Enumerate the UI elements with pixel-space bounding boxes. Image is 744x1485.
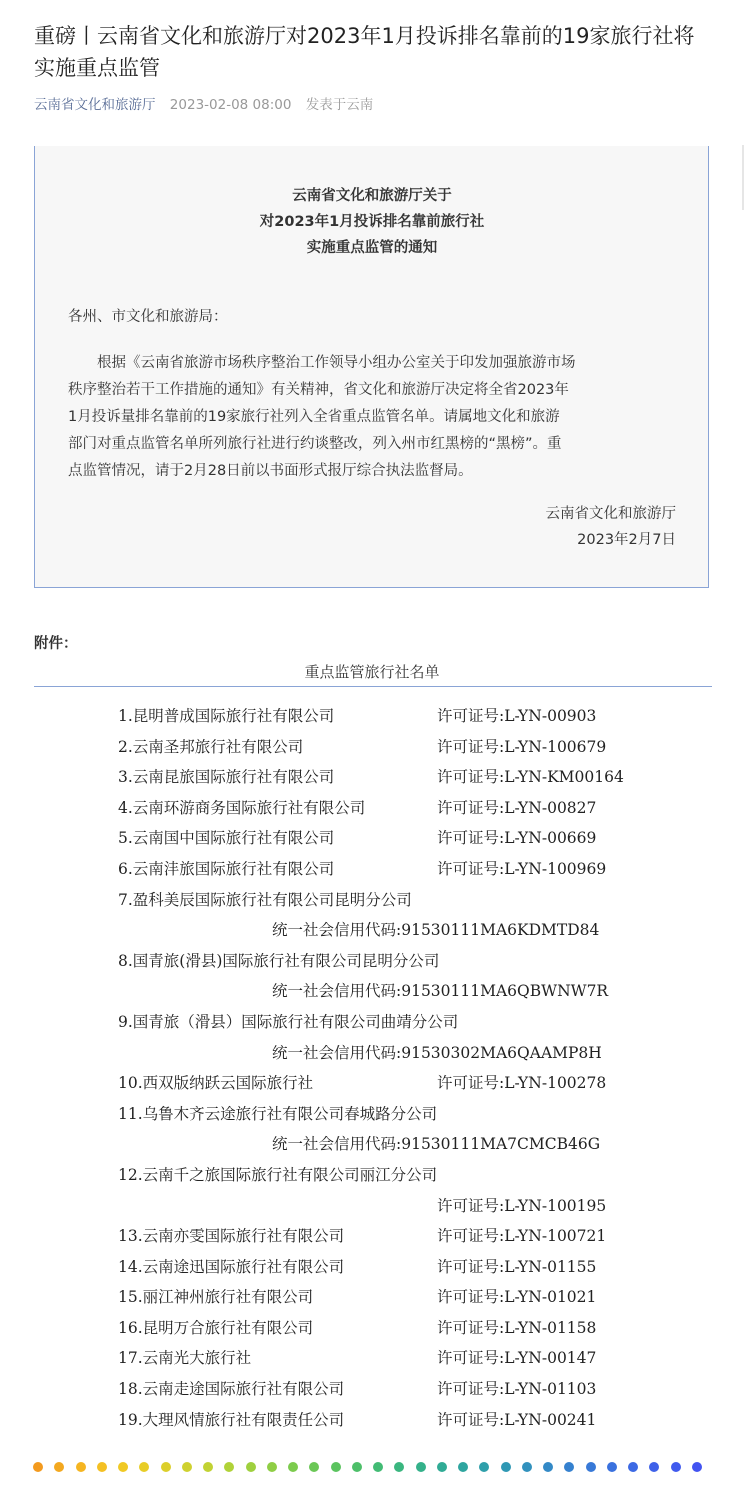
list-item <box>0 792 744 823</box>
list-item <box>0 1006 744 1037</box>
agency-name: 17.云南光大旅行社 <box>118 1349 252 1368</box>
list-item <box>0 1190 744 1221</box>
list-item <box>0 853 744 884</box>
list-item <box>0 914 744 945</box>
list-item <box>0 1373 744 1404</box>
publish-date: 2023-02-08 08:00 <box>169 97 292 113</box>
decorative-dot <box>267 1462 277 1472</box>
agency-name: 6.云南沣旅国际旅行社有限公司 <box>118 859 335 878</box>
credit-code: 统一社会信用代码:91530302MA6QAAMP8H <box>272 1043 602 1062</box>
decorative-dot <box>543 1462 553 1472</box>
list-item <box>0 1251 744 1282</box>
notice-title <box>0 183 744 261</box>
decorative-dot <box>246 1462 256 1472</box>
license-number: 许可证号:L-YN-100679 <box>437 737 607 756</box>
decorative-dot <box>416 1462 426 1472</box>
notice-salutation: 各州、市文化和旅游局： <box>68 309 228 325</box>
decorative-dot <box>522 1462 532 1472</box>
license-number: 许可证号:L-YN-00827 <box>437 798 597 817</box>
agency-name: 2.云南圣邦旅行社有限公司 <box>118 737 304 756</box>
decorative-dot <box>33 1462 43 1472</box>
agency-name: 10.西双版纳跃云国际旅行社 <box>118 1074 314 1093</box>
list-item <box>0 761 744 792</box>
decorative-dot <box>628 1462 638 1472</box>
list-item <box>0 700 744 731</box>
agency-name: 5.云南国中国际旅行社有限公司 <box>118 829 335 848</box>
list-item <box>0 1128 744 1159</box>
decorative-dot <box>458 1462 468 1472</box>
list-item <box>0 1312 744 1343</box>
list-item <box>0 1067 744 1098</box>
decorative-dot <box>501 1462 511 1472</box>
agency-name: 9.国青旅（滑县）国际旅行社有限公司曲靖分公司 <box>118 1012 459 1031</box>
notice-body-line: 1月投诉量排名靠前的19家旅行社列入全省重点监管名单。请属地文化和旅游 <box>68 409 560 425</box>
license-number: 许可证号:L-YN-100195 <box>437 1196 607 1215</box>
agency-name: 16.昆明万合旅行社有限公司 <box>118 1318 314 1337</box>
agency-name: 14.云南途迅国际旅行社有限公司 <box>118 1257 345 1276</box>
decorative-dot <box>203 1462 213 1472</box>
agency-name: 15.丽江神州旅行社有限公司 <box>118 1288 314 1307</box>
agency-list <box>0 700 744 1434</box>
list-item <box>0 1098 744 1129</box>
decorative-dot <box>161 1462 171 1472</box>
list-title: 重点监管旅行社名单 <box>304 663 440 681</box>
license-number: 许可证号:L-YN-KM00164 <box>437 768 624 787</box>
notice-title-line: 对2023年1月投诉排名靠前旅行社 <box>259 214 485 230</box>
license-number: 许可证号:L-YN-100278 <box>437 1074 607 1093</box>
list-item <box>0 1159 744 1190</box>
decorative-dot <box>97 1462 107 1472</box>
decorative-dot <box>309 1462 319 1472</box>
license-number: 许可证号:L-YN-01158 <box>437 1318 597 1337</box>
decorative-dot <box>182 1462 192 1472</box>
list-item <box>0 1220 744 1251</box>
license-number: 许可证号:L-YN-00147 <box>437 1349 597 1368</box>
agency-name: 11.乌鲁木齐云途旅行社有限公司春城路分公司 <box>118 1104 438 1123</box>
notice-body <box>68 350 676 485</box>
license-number: 许可证号:L-YN-00241 <box>437 1410 597 1429</box>
article-meta <box>34 93 373 113</box>
license-number: 许可证号:L-YN-100969 <box>437 859 607 878</box>
decorative-dot <box>586 1462 596 1472</box>
list-item <box>0 1281 744 1312</box>
author-link[interactable]: 云南省文化和旅游厅 <box>34 97 156 113</box>
list-item <box>0 822 744 853</box>
notice-title-line: 云南省文化和旅游厅关于 <box>292 188 452 204</box>
decorative-dot <box>437 1462 447 1472</box>
decorative-dot <box>331 1462 341 1472</box>
article-title: 重磅丨云南省文化和旅游厅对2023年1月投诉排名靠前的19家旅行社将实施重点监管 <box>34 24 695 80</box>
credit-code: 统一社会信用代码:91530111MA7CMCB46G <box>272 1135 601 1154</box>
publish-location: 发表于云南 <box>305 97 374 113</box>
notice-body-line: 部门对重点监管名单所列旅行社进行约谈整改，列入州市红黑榜的“黑榜”。重 <box>68 436 562 452</box>
license-number: 许可证号:L-YN-100721 <box>437 1227 607 1246</box>
list-item <box>0 1037 744 1068</box>
attachment-label: 附件： <box>34 636 78 652</box>
decorative-dot <box>288 1462 298 1472</box>
divider <box>34 686 712 687</box>
decorative-dot <box>607 1462 617 1472</box>
notice-body-line: 秩序整治若干工作措施的通知》有关精神，省文化和旅游厅决定将全省2023年 <box>68 382 569 398</box>
decorative-dot <box>373 1462 383 1472</box>
notice-body-line: 根据《云南省旅游市场秩序整治工作领导小组办公室关于印发加强旅游市场 <box>97 355 576 371</box>
credit-code: 统一社会信用代码:91530111MA6KDMTD84 <box>272 921 600 940</box>
agency-name: 13.云南亦雯国际旅行社有限公司 <box>118 1227 345 1246</box>
decorative-dot <box>118 1462 128 1472</box>
agency-name: 3.云南昆旅国际旅行社有限公司 <box>118 768 335 787</box>
agency-name: 4.云南环游商务国际旅行社有限公司 <box>118 798 366 817</box>
list-item <box>0 1342 744 1373</box>
list-item <box>0 884 744 915</box>
agency-name: 18.云南走途国际旅行社有限公司 <box>118 1380 345 1399</box>
notice-issue-date: 2023年2月7日 <box>577 532 676 548</box>
agency-name: 19.大理风情旅行社有限责任公司 <box>118 1410 345 1429</box>
license-number: 许可证号:L-YN-01155 <box>437 1257 597 1276</box>
agency-name: 1.昆明普成国际旅行社有限公司 <box>118 707 335 725</box>
agency-name: 8.国青旅(滑县)国际旅行社有限公司昆明分公司 <box>118 951 440 970</box>
decorative-dot <box>394 1462 404 1472</box>
license-number: 许可证号:L-YN-00903 <box>437 707 597 725</box>
decorative-dot <box>54 1462 64 1472</box>
footer-dots <box>33 1462 713 1474</box>
decorative-dot <box>139 1462 149 1472</box>
list-item <box>0 945 744 976</box>
decorative-dot <box>479 1462 489 1472</box>
decorative-dot <box>692 1462 702 1472</box>
notice-issuer: 云南省文化和旅游厅 <box>545 506 676 522</box>
license-number: 许可证号:L-YN-01021 <box>437 1288 597 1307</box>
license-number: 许可证号:L-YN-01103 <box>437 1380 597 1399</box>
decorative-dot <box>671 1462 681 1472</box>
list-item <box>0 731 744 762</box>
decorative-dot <box>76 1462 86 1472</box>
license-number: 许可证号:L-YN-00669 <box>437 829 597 848</box>
list-item <box>0 1404 744 1435</box>
decorative-dot <box>352 1462 362 1472</box>
agency-name: 12.云南千之旅国际旅行社有限公司丽江分公司 <box>118 1165 438 1184</box>
agency-name: 7.盈科美辰国际旅行社有限公司昆明分公司 <box>118 890 412 909</box>
decorative-dot <box>564 1462 574 1472</box>
credit-code: 统一社会信用代码:91530111MA6QBWNW7R <box>272 982 609 1001</box>
notice-title-line: 实施重点监管的通知 <box>306 240 438 256</box>
decorative-dot <box>649 1462 659 1472</box>
decorative-dot <box>224 1462 234 1472</box>
list-item <box>0 975 744 1006</box>
notice-body-line: 点监管情况，请于2月28日前以书面形式报厅综合执法监督局。 <box>68 463 473 479</box>
